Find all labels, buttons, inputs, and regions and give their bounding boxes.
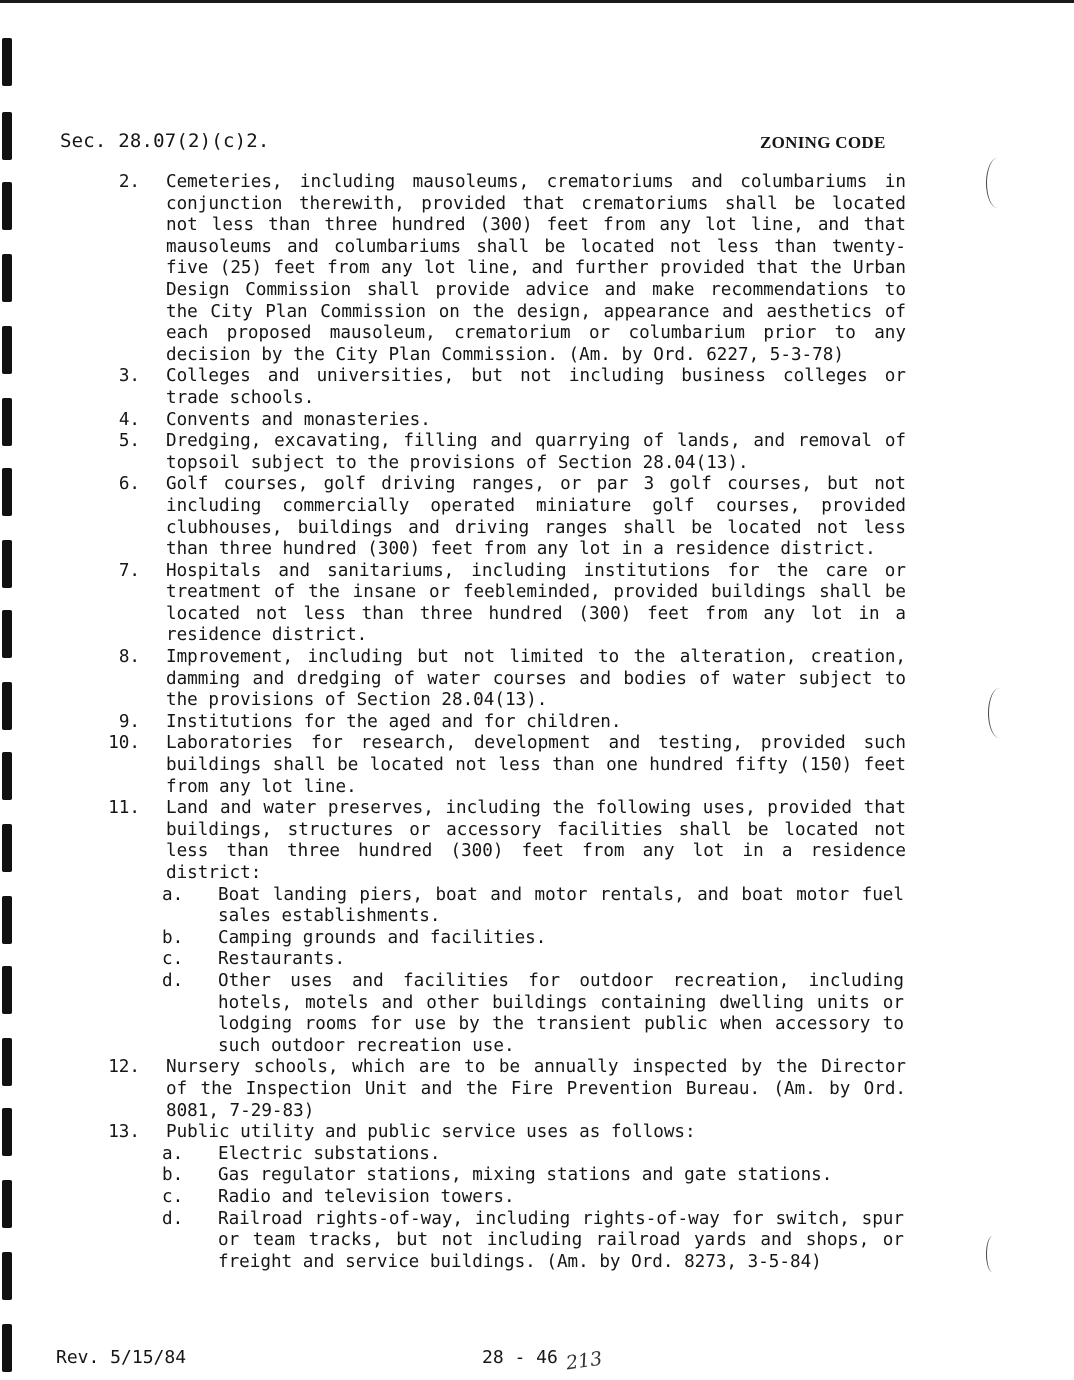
item-text: Nursery schools, which are to be annually inspected by the Director of the Inspection Unit and the Fire Prevention Bureau. (Am. by Ord. 8081, 7-29-83)	[166, 1057, 906, 1121]
item-number: 10.	[108, 733, 140, 754]
item-number: 3.	[118, 366, 140, 387]
sub-list-item	[162, 927, 904, 950]
list-item	[118, 474, 906, 560]
sub-item-letter: b.	[162, 927, 184, 948]
sub-item-letter: a.	[162, 884, 184, 905]
sub-list-item	[162, 949, 904, 971]
item-text: Improvement, including but not limited to the alteration, creation, damming and dredging of water courses and bodies of water subject to the provisions of Section 28.04(13).	[166, 647, 906, 711]
item-text: Hospitals and sanitariums, including institutions for the care or treatment of the insane or feebleminded, provided buildings shall be located not less than three hundred (300) feet from any lot in a residence district.	[166, 560, 906, 646]
handwritten-annotation: 213	[564, 1347, 604, 1375]
sub-item-text: Camping grounds and facilities.	[218, 927, 547, 948]
sub-list-item	[162, 1186, 904, 1209]
document-body	[0, 172, 1074, 1273]
sub-item-letter: d.	[162, 1208, 184, 1229]
sub-list-item	[162, 1143, 904, 1166]
item-number: 8.	[118, 647, 140, 668]
revision-date: Rev. 5/15/84	[56, 1347, 187, 1368]
item-number: 6.	[118, 474, 140, 495]
list-item	[118, 431, 906, 474]
item-number: 5.	[118, 431, 140, 452]
sub-list-item	[162, 1208, 904, 1274]
sub-item-text: Railroad rights-of-way, including rights-of-way for switch, spur or team tracks, but not including railroad yards and shops, or freight and service buildings. (Am. by Ord. 8273, 3-5-84)	[218, 1208, 904, 1272]
sub-item-text: Other uses and facilities for outdoor recreation, including hotels, motels and other buildings containing dwelling units or lodging rooms for use by the transient public when accessory to such outdoor recreation use.	[218, 970, 904, 1056]
sub-list-item	[162, 1165, 904, 1187]
list-item	[118, 711, 906, 734]
sub-item-text: Boat landing piers, boat and motor rentals, and boat motor fuel sales establishments.	[218, 884, 904, 927]
sub-list-item	[162, 884, 904, 928]
item-number: 4.	[118, 409, 140, 430]
list-item	[118, 409, 906, 432]
sub-item-text: Restaurants.	[218, 949, 346, 970]
punch-mark	[2, 112, 12, 160]
sub-list-item	[162, 970, 904, 1057]
list-item	[108, 798, 906, 884]
list-item	[118, 172, 906, 366]
item-number: 11.	[108, 798, 140, 819]
sub-item-text: Radio and television towers.	[218, 1186, 515, 1207]
item-text: Golf courses, golf driving ranges, or par 3 golf courses, but not including commercially operated miniature golf courses, provided clubhouses, buildings and driving ranges shall be located not less than three hundred (300) feet from any lot in a residence district.	[166, 474, 906, 560]
item-text: Public utility and public service uses as follows:	[166, 1122, 696, 1143]
punch-mark	[2, 1324, 12, 1372]
punch-mark	[2, 38, 12, 86]
item-text: Laboratories for research, development and testing, provided such buildings shall be located not less than one hundred fifty (150) feet from any lot line.	[166, 733, 906, 797]
sub-item-letter: c.	[162, 1186, 184, 1207]
item-text: Cemeteries, including mausoleums, crematoriums and columbariums in conjunction therewith, provided that crematoriums shall be located not less than three hundred (300) feet from any lot line, and that mausoleums and columbariums shall be located not less than twenty-five (25) feet from any lot line, and further provided that the Urban Design Commission shall provide advice and make recommendations to the City Plan Commission on the design, appearance and aesthetics of each proposed mausoleum, crematorium or columbarium prior to any decision by the City Plan Commission. (Am. by Ord. 6227, 5-3-78)	[166, 172, 906, 365]
sub-item-letter: d.	[162, 970, 184, 991]
section-reference: Sec. 28.07(2)(c)2.	[60, 130, 270, 152]
page-number: 28 - 46	[482, 1347, 558, 1368]
item-number: 2.	[118, 172, 140, 192]
item-number: 9.	[118, 711, 140, 732]
top-border	[0, 0, 1074, 3]
item-text: Convents and monasteries.	[166, 409, 431, 430]
sub-item-letter: b.	[162, 1165, 184, 1186]
list-item	[118, 647, 906, 712]
sub-item-letter: a.	[162, 1143, 184, 1164]
item-number: 12.	[108, 1057, 140, 1078]
item-number: 13.	[108, 1122, 140, 1143]
document-title: ZONING CODE	[760, 133, 886, 152]
sub-item-letter: c.	[162, 949, 184, 970]
item-text: Colleges and universities, but not including business colleges or trade schools.	[166, 366, 906, 408]
list-item	[118, 560, 906, 647]
list-item	[108, 1057, 906, 1122]
list-item	[108, 1122, 906, 1144]
item-number: 7.	[118, 560, 140, 581]
list-item	[118, 366, 906, 409]
sub-item-text: Gas regulator stations, mixing stations and gate stations.	[218, 1165, 833, 1186]
item-text: Dredging, excavating, filling and quarrying of lands, and removal of topsoil subject to the provisions of Section 28.04(13).	[166, 431, 906, 473]
item-text: Institutions for the aged and for children.	[166, 711, 622, 732]
list-item	[108, 733, 906, 798]
item-text: Land and water preserves, including the following uses, provided that buildings, structures or accessory facilities shall be located not less than three hundred (300) feet from any lot in a residence district:	[166, 798, 906, 883]
sub-item-text: Electric substations.	[218, 1143, 441, 1164]
